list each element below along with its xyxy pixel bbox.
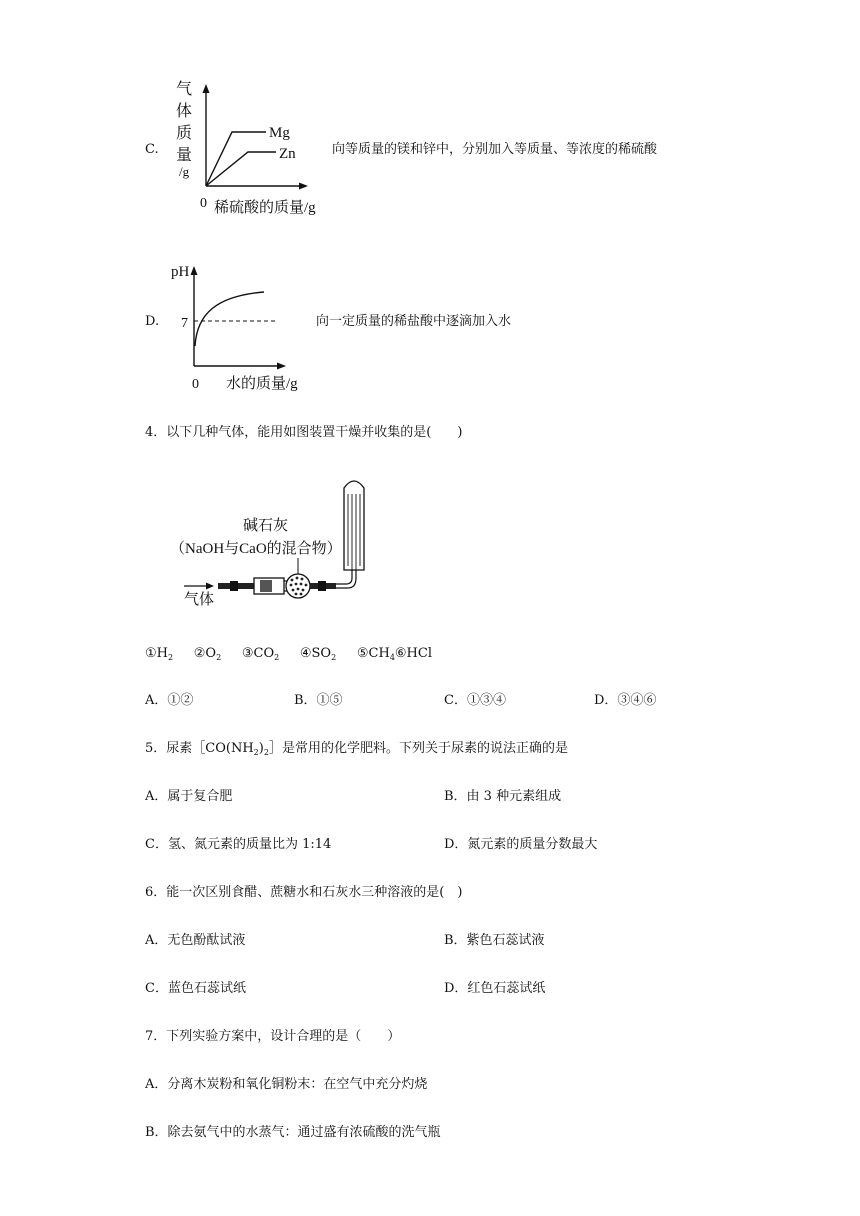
q6-stem: 6．能一次区别食醋、蔗糖水和石灰水三种溶液的是( ) [145, 885, 463, 900]
q4-option-b[interactable]: B．①⑤ [294, 693, 343, 708]
drying-apparatus-diagram [160, 470, 380, 615]
q5-option-b[interactable]: B．由 3 种元素组成 [444, 789, 562, 804]
q5-stem: 5．尿素$[CO(NH_2)_2]$是常用的化学肥料。下列关于尿素的说法正确的是 [145, 741, 568, 757]
q5-option-a[interactable]: A．属于复合肥 [145, 789, 233, 804]
q4-stem: 4．以下几种气体，能用如图装置干燥并收集的是( ) [145, 425, 463, 440]
ph-axis-label: pH [171, 264, 190, 280]
option-d-letter: D. [145, 314, 160, 329]
series-label-zn: Zn [279, 146, 296, 162]
gas-h2: $①H_2$ [145, 646, 174, 662]
option-c-graph [170, 78, 340, 218]
q6-option-d[interactable]: D．红色石蕊试纸 [444, 981, 546, 996]
x-axis-label: 水的质量/g [226, 376, 298, 392]
q4-gas-list [145, 646, 432, 662]
series-label-mg: Mg [269, 125, 290, 141]
q6-option-a[interactable]: A．无色酚酞试液 [145, 933, 246, 948]
q5-option-c[interactable]: C．氢、氮元素的质量比为 1:14 [145, 837, 332, 852]
ph7-tick-label: 7 [181, 316, 188, 331]
q4-option-c[interactable]: C．①③④ [444, 693, 506, 708]
q7-option-a[interactable]: A．分离木炭粉和氧化铜粉末：在空气中充分灼烧 [145, 1077, 428, 1092]
gas-label: 气体 [184, 592, 215, 608]
q7-stem: 7．下列实验方案中，设计合理的是（ ） [145, 1029, 401, 1044]
origin-label: 0 [192, 377, 199, 392]
y-axis-label-5: /g [179, 164, 190, 179]
q6-option-c[interactable]: C．蓝色石蕊试纸 [145, 981, 246, 996]
gas-so2: $④SO_2$ [299, 646, 337, 662]
origin-label: 0 [200, 196, 207, 211]
q4-option-d[interactable]: D．③④⑥ [594, 693, 657, 708]
soda-lime-composition-label: （NaOH与CaO的混合物） [170, 541, 342, 557]
option-d-graph [168, 258, 318, 398]
y-axis-label-3: 质 [176, 125, 193, 142]
gas-ch4: $⑤CH_4$ [356, 646, 395, 662]
ph-curve [195, 292, 264, 346]
q6-option-b[interactable]: B．紫色石蕊试液 [444, 933, 545, 948]
gas-o2: $②O_2$ [193, 646, 222, 662]
y-axis-label-1: 气 [176, 81, 193, 98]
y-axis-label-2: 体 [176, 103, 193, 120]
x-axis-label: 稀硫酸的质量/g [214, 200, 316, 216]
gas-co2: $③CO_2$ [241, 646, 280, 662]
soda-lime-label: 碱石灰 [243, 518, 289, 534]
gas-hcl: ⑥HCl [394, 646, 433, 661]
option-d-description: 向一定质量的稀盐酸中逐滴加入水 [316, 314, 512, 329]
option-c-description: 向等质量的镁和锌中，分别加入等质量、等浓度的稀硫酸 [332, 142, 658, 157]
q5-option-d[interactable]: D．氮元素的质量分数最大 [444, 837, 598, 852]
option-c-letter: C. [145, 142, 159, 157]
zn-line [206, 152, 276, 186]
q7-option-b[interactable]: B．除去氨气中的水蒸气：通过盛有浓硫酸的洗气瓶 [145, 1125, 441, 1140]
q4-option-a[interactable]: A．①② [145, 693, 194, 708]
y-axis-label-4: 量 [176, 147, 193, 164]
